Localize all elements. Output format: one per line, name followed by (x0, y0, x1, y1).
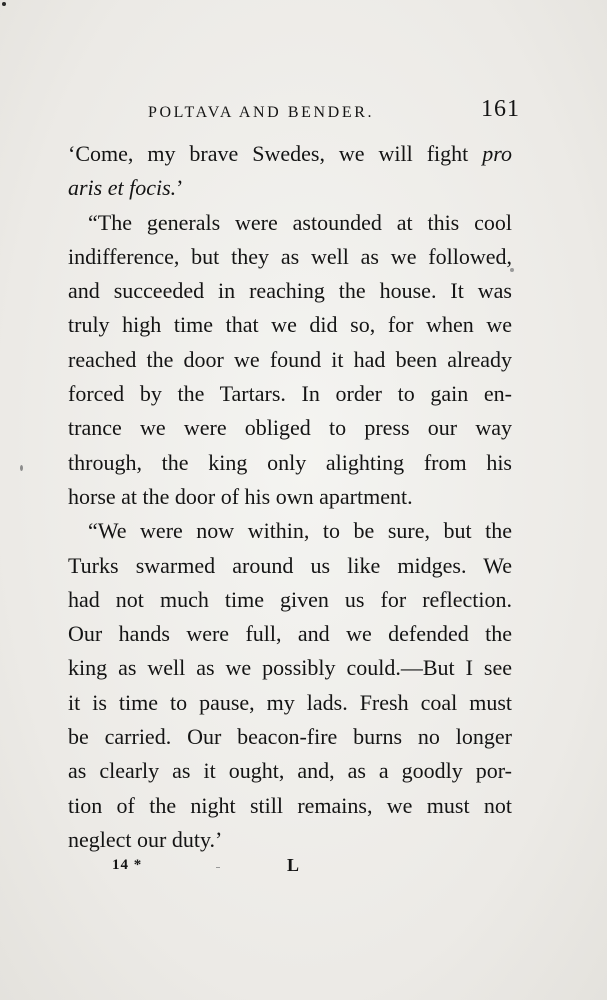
paragraph-start-line: “The generals were astounded at this cool (88, 209, 512, 235)
text-line: horse at the door of his own apartment. (68, 483, 413, 509)
text-line: tion of the night still remains, we must not (68, 792, 512, 818)
text-line: trance we were obliged to press our way (68, 415, 512, 441)
text-line: aris et focis.’ (68, 175, 184, 201)
ink-speck (2, 2, 6, 6)
text-line: had not much time given us for reflection. (68, 586, 512, 612)
page-header (148, 96, 520, 124)
text-line: ‘Come, my brave Swedes, we will fight pro (68, 141, 512, 166)
signature-mark: 14 * (112, 857, 143, 873)
text-line: be carried. Our beacon-fire burns no longer (68, 724, 512, 750)
text-line: as clearly as it ought, and, as a goodly por- (68, 758, 512, 784)
page-footer (112, 857, 312, 883)
paragraph-start-line: “We were now within, to be sure, but the (88, 518, 512, 544)
footer-dash (216, 867, 220, 868)
text-line: and succeeded in reaching the house. It was (68, 278, 512, 304)
text-line: through, the king only alighting from his (68, 449, 512, 475)
text-line: indifference, but they as well as we followed, (68, 243, 512, 269)
text-line: forced by the Tartars. In order to gain en- (68, 381, 512, 407)
ink-speck (20, 465, 23, 471)
text-line: truly high time that we did so, for when we (68, 312, 512, 338)
text-line: Turks swarmed around us like midges. We (68, 552, 512, 578)
text-line: neglect our duty.’ (68, 826, 223, 852)
body-text (68, 137, 512, 857)
signature-letter: L (287, 855, 300, 875)
text-line: king as well as we possibly could.—But I see (68, 655, 512, 681)
text-line: it is time to pause, my lads. Fresh coal must (68, 689, 512, 715)
page-number: 161 (481, 96, 520, 122)
text-line: Our hands were full, and we defended the (68, 621, 512, 647)
running-head: POLTAVA AND BENDER. (148, 104, 375, 121)
text-line: reached the door we found it had been already (68, 346, 512, 372)
